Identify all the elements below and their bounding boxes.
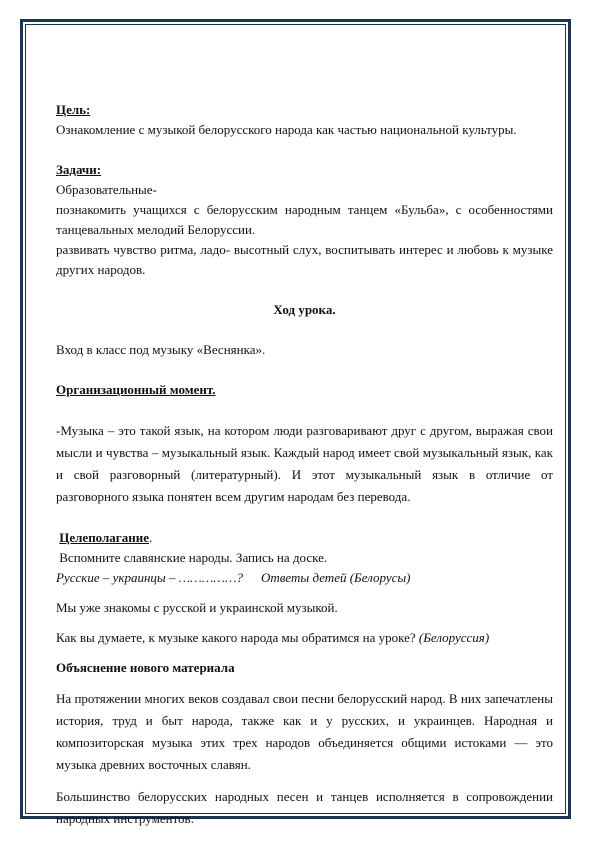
goal-setting-heading: Целеполагание: [59, 530, 149, 545]
think-text: Как вы думаете, к музыке какого народа мы обратимся на уроке?: [56, 630, 416, 645]
tasks-line-1: познакомить учащихся с белорусским народным танцем «Бульба», с особенностями танцевальных мелодий Белоруссии.: [56, 202, 553, 237]
goal-setting-line: [56, 528, 553, 548]
spacer: [56, 280, 553, 300]
document-body: [56, 100, 553, 830]
goal-text: Ознакомление с музыкой белорусского народа как частью национальной культуры.: [56, 122, 517, 137]
spacer: [56, 776, 553, 786]
think-answer: (Белоруссия): [418, 630, 490, 645]
spacer: [56, 508, 553, 528]
goal-setting-dot: .: [148, 530, 153, 545]
spacer: [56, 648, 553, 658]
org-heading: Организационный момент.: [56, 382, 216, 397]
remember-text: Вспомните славянские народы. Запись на доске.: [59, 550, 328, 565]
entry-text: Вход в класс под музыку «Веснянка».: [56, 342, 266, 357]
explain-heading: Объяснение нового материала: [56, 660, 235, 675]
question-right: Ответы детей (Белорусы): [261, 570, 411, 585]
final-paragraph: Большинство белорусских народных песен и танцев исполняется в сопровождении народных инструментов.: [56, 789, 553, 826]
spacer: [56, 588, 553, 598]
remember-text-line: [56, 548, 553, 568]
think-line: [56, 628, 553, 648]
spacer: [56, 360, 553, 380]
spacer: [56, 400, 553, 420]
spacer: [56, 678, 553, 688]
tasks-heading: Задачи:: [56, 162, 102, 177]
spacer: [56, 320, 553, 340]
tasks-line-2: развивать чувство ритма, ладо- высотный слух, воспитывать интерес и любовь к музыке других народов.: [56, 242, 553, 277]
spacer: [56, 140, 553, 160]
question-line: [56, 568, 553, 588]
spacer: [56, 618, 553, 628]
known-text: Мы уже знакомы с русской и украинской музыкой.: [56, 600, 338, 615]
lesson-heading: Ход урока.: [273, 302, 336, 317]
goal-heading: Цель:: [56, 102, 91, 117]
tasks-edu: Образовательные-: [56, 182, 157, 197]
music-paragraph: -Музыка – это такой язык, на котором люди разговаривают друг с другом, выражая свои мысли и чувства – музыкальный язык. Каждый народ имеет свой музыкальный язык, как и свой разговорный (литературный). И этот музыкальный язык в отличие от разговорного языка понятен всем другим народам без перевода.: [56, 423, 553, 504]
explain-paragraph: На протяжении многих веков создавал свои песни белорусский народ. В них запечатлены история, труд и быт народа, также как и у русских, и украинцев. Народная и композиторская музыка этих трех народов объединяется общими истоками — это музыка древних восточных славян.: [56, 691, 553, 772]
question-left: Русские – украинцы – ……………?: [56, 570, 244, 585]
